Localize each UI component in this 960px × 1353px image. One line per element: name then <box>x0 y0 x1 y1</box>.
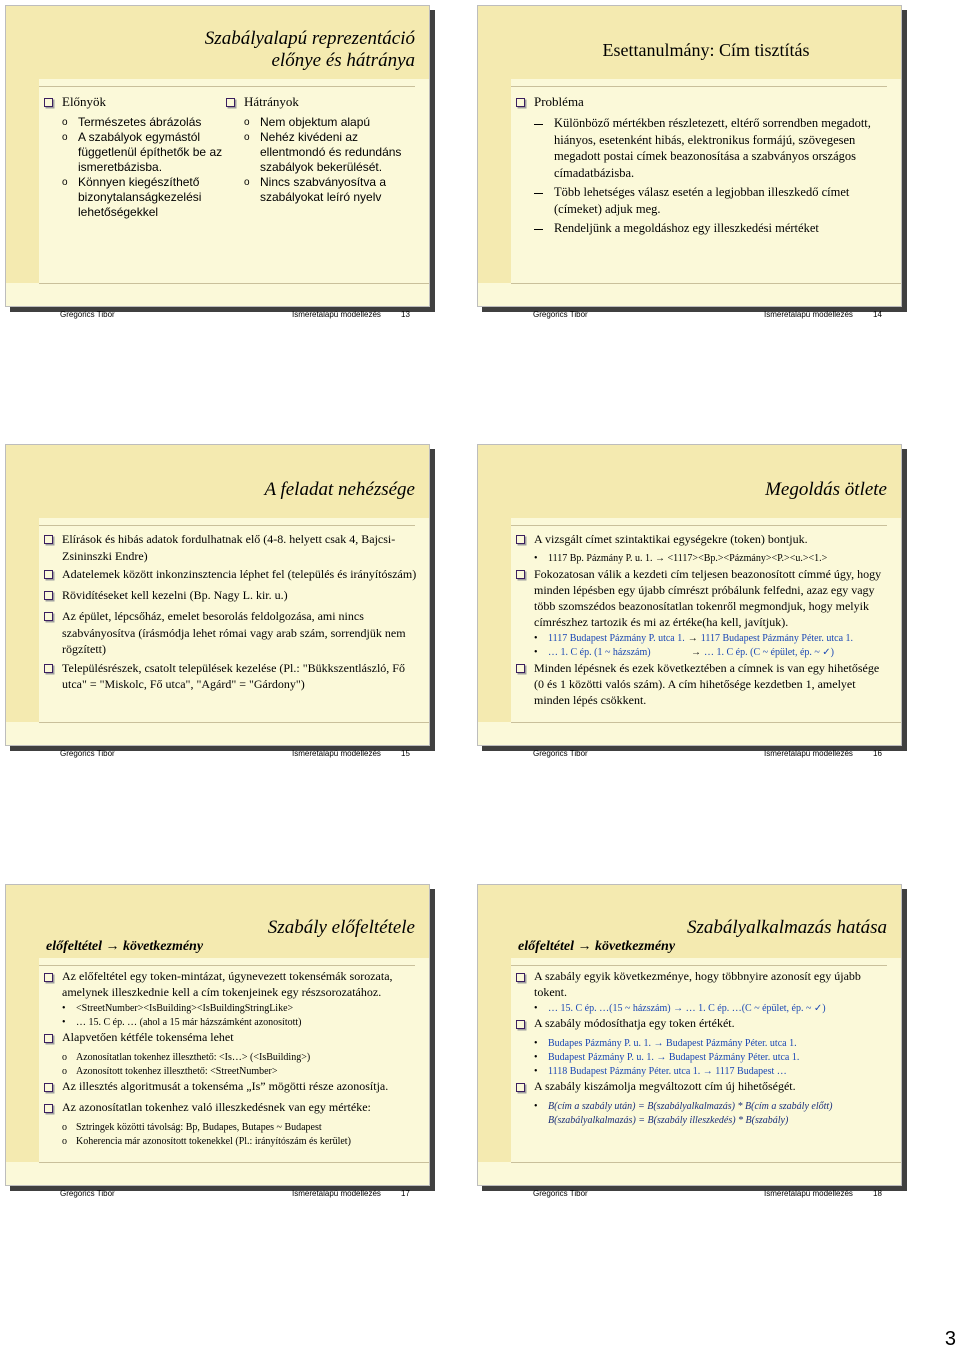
list-item: Településrészek, csatolt települések kezelése (Pl.: "Bükkszentlászló, Fő utca" = "Miskolc, Fő utca", "Agárd" = "Gárdony") <box>62 660 405 691</box>
list-item: Rövidítéseket kell kezelni (Bp. Nagy L. kir. u.) <box>62 588 288 602</box>
list-item: Az előfeltétel egy token-mintázat, úgynevezett tokensémák sorozata, amelynek illeszkednie kell a cím tokenjeinek egy részsorozatához. <box>62 969 393 999</box>
sub-item: Azonosított tokenhez illeszthető: <StreetNumber> <box>76 1066 278 1077</box>
list-item: Alapvetően kétféle tokenséma lehet <box>62 1030 234 1044</box>
list-item: Rendeljünk a megoldáshoz egy illeszkedési mértéket <box>554 221 819 235</box>
list-item: Az illesztés algoritmusát a tokenséma „Is” mögötti része azonosítja. <box>62 1079 389 1093</box>
footer-author: Gregorics Tibor <box>60 1189 115 1198</box>
footer-author: Gregorics Tibor <box>533 749 588 758</box>
sub-item: … 15. C ép. … (ahol a 15 már házszámként azonosított) <box>76 1017 302 1028</box>
footer-page: 14 <box>873 310 882 319</box>
footer-course: Ismeretalapú modellezés <box>764 749 853 758</box>
list-item: Az épület, lépcsőház, emelet besorolás feldolgozása, ami nincs szabványosítva (írásmódja lehet római vagy arab szám, sorrendjük nem rögzített) <box>62 609 406 656</box>
list-item: A szabály egyik következménye, hogy többnyire azonosít egy újabb tokent. <box>534 969 861 999</box>
footer-page: 13 <box>401 310 410 319</box>
sub-item: Budapest Pázmány P. u. 1. → Budapest Pázmány Péter. utca 1. <box>548 1052 800 1063</box>
slide-title: Szabályalapú reprezentáció előnye és hátránya <box>204 28 415 71</box>
list-item: Fokozatosan válik a kezdeti cím teljesen beazonosított címmé úgy, hogy minden lépésben egy újabb címrészt próbálunk felfedni, azaz egy vagy több szomszédos beazonosítatlan tokenről megmondjuk, hogy melyik címrészhez tartozik és mi az értéke(ha kell, javítjuk). <box>534 567 882 629</box>
list-item: Könnyen kiegészíthető bizonytalanságkezelési lehetőségekkel <box>78 175 202 219</box>
sub-item: Azonosítatlan tokenhez illeszthető: <Is…> (<IsBuilding>) <box>76 1052 311 1063</box>
footer-course: Ismeretalapú modellezés <box>764 1189 853 1198</box>
slide-title: Megoldás ötlete <box>765 479 887 500</box>
formula-line: B(szabályalkalmazás) = B(szabály illeszkedés) * B(szabály) <box>548 1115 789 1126</box>
slide-16: Megoldás ötlete A vizsgált címet szintaktikai egységekre (token) bontjuk. • 1117 Bp. Pázmány P. u. 1. → <1117><Bp.><Pázmány><P.><u.><1.> Fokozatosan válik a kezdeti cím teljesen beazonosított címmé úgy, hogy minden lépésben egy újabb címrészt próbálunk felfedni, azaz egy vagy több szomszédos beazonosítatlan tokenről megmondjuk, hogy melyik címrészhez tartozik és mi az értéke(ha kell, javítjuk). • 1117 Budapest Pázmány P. utca 1. → 1117 Budapest Pázmány Péter. utca 1. • … 1. C ép. (1 ~ házszám) → … 1. C ép. (C ~ épület, ép. ~ ✓) Minden lépésnek és ezek következtében a címnek is van egy hihetősége (0 és 1 közötti valós szám). A cím hihetősége kezdetben 1, amelyet minden lépés csökkent. <box>477 444 902 746</box>
list-item: A vizsgált címet szintaktikai egységekre (token) bontjuk. <box>534 532 808 546</box>
slide-title: Esettanulmány: Cím tisztítás <box>602 40 810 60</box>
footer-course: Ismeretalapú modellezés <box>292 310 381 319</box>
list-item: Adatelemek között inkonzinsztencia léphet fel (település és irányítószám) <box>62 567 417 581</box>
list-item: Különböző mértékben részletezett, eltérő sorrendben megadott, hiányos, esetenként hibás, elektronikus formájú, szövegesen megadott postai címek beazonosítása a szabványos országos címadatbázisba. <box>554 116 871 180</box>
list-item: Az azonosítatlan tokenhez való illeszkedésnek van egy mértéke: <box>62 1100 371 1114</box>
problem-heading: Probléma <box>534 94 584 109</box>
slide-14 <box>477 5 902 307</box>
slide-title: Szabályalkalmazás hatása <box>686 917 887 938</box>
sub-item: Koherencia már azonosított tokenekkel (Pl.: irányítószám és kerület) <box>76 1136 351 1147</box>
footer-course: Ismeretalapú modellezés <box>764 310 853 319</box>
example-after: 1117 Budapest Pázmány Péter. utca 1. <box>700 633 854 644</box>
example-before: 1117 Budapest Pázmány P. utca 1. <box>548 633 685 644</box>
footer-author: Gregorics Tibor <box>60 749 115 758</box>
list-item: Nehéz kivédeni az ellentmondó és redundáns szabályok bekerülését. <box>260 130 402 174</box>
list-item: Több lehetséges válasz esetén a legjobban illeszkedő címet (címeket) adjuk meg. <box>554 185 850 216</box>
precondition-consequence-label: előfeltétel → következmény <box>46 939 204 954</box>
footer-course: Ismeretalapú modellezés <box>292 749 381 758</box>
slide-17: Szabály előfeltétele előfeltétel → következmény Az előfeltétel egy token-mintázat, úgynevezett tokensémák sorozata, amelynek illeszkednie kell a cím tokenjeinek egy részsorozatához. • <StreetNumber><IsBuilding><IsBuildingStringLike> • … 15. C ép. … (ahol a 15 már házszámként azonosított) Alapvetően kétféle tokenséma lehet o Azonosítatlan tokenhez illeszthető: <Is…> (<IsBuilding>) o Azonosított tokenhez illeszthető: <StreetNumber> Az illesztés algoritmusát a tokenséma „Is” mögötti része azonosítja. Az azonosítatlan tokenhez való illeszkedésnek van egy mértéke: o Sztringek közötti távolság: Bp, Budapes, Butapes ~ Budapest o Koherencia már azonosított tokenekkel (Pl.: irányítószám és kerület) <box>5 884 430 1186</box>
sub-item: Sztringek közötti távolság: Bp, Budapes, Butapes ~ Budapest <box>76 1122 322 1133</box>
slide-18: Szabályalkalmazás hatása előfeltétel → következmény A szabály egyik következménye, hogy többnyire azonosít egy újabb tokent. • … 15. C ép. …(15 ~ házszám) → … 1. C ép. …(C ~ épület, ép. ~ ✓) A szabály módosíthatja egy token értékét. • Budapes Pázmány P. u. 1. → Budapest Pázmány Péter. utca 1. • Budapest Pázmány P. u. 1. → Budapest Pázmány Péter. utca 1. • 1118 Budapest Pázmány Péter. utca 1. → 1117 Budapest … A szabály kiszámolja megváltozott cím új hihetőségét. • B(cím a szabály után) = B(szabályalkalmazás) * B(cím a szabály előtt) B(szabályalkalmazás) = B(szabály illeszkedés) * B(szabály) <box>477 884 902 1186</box>
list-item: A szabály kiszámolja megváltozott cím új hihetőségét. <box>534 1079 796 1093</box>
slide-title: A feladat nehézsége <box>264 479 415 500</box>
slide-13: Szabályalapú reprezentáció előnye és hátránya Előnyök o Természetes ábrázolás o A szabályok egymástól függetlenül építhetők be az ismeretbázisba. o Könnyen kiegészíthető bizonytalanságkezelési lehetőségekkel Hátrányok o Nem objektum alapú o Nehéz kivédeni az ellentmondó és redundáns szabályok bekerülését. o Nincs szabványosítva a szabályokat leíró nyelv <box>5 5 430 307</box>
formula-line: B(cím a szabály után) = B(szabályalkalmazás) * B(cím a szabály előtt) <box>548 1101 833 1112</box>
slide-title: Szabály előfeltétele <box>267 917 415 938</box>
disadvantages-heading: Hátrányok <box>244 94 299 109</box>
advantages-heading: Előnyök <box>62 94 107 109</box>
list-item: Minden lépésnek és ezek következtében a címnek is van egy hihetősége (0 és 1 közötti valós szám). A cím hihetősége kezdetben 1, amelyet minden lépés csökkent. <box>534 661 880 707</box>
page-number: 3 <box>944 1328 956 1350</box>
footer-page: 15 <box>401 749 410 758</box>
list-item: Nem objektum alapú <box>260 115 371 129</box>
example-before: … 1. C ép. (1 ~ házszám) <box>548 647 651 658</box>
footer-page: 18 <box>873 1189 882 1198</box>
footer-author: Gregorics Tibor <box>533 310 588 319</box>
footer-author: Gregorics Tibor <box>60 310 115 319</box>
footer-author: Gregorics Tibor <box>533 1189 588 1198</box>
list-item: Elírások és hibás adatok fordulhatnak elő (4-8. helyett csak 4, Bajcsi-Zsininszki Endre) <box>62 532 396 563</box>
sub-item: Budapes Pázmány P. u. 1. → Budapest Pázmány Péter. utca 1. <box>548 1038 797 1049</box>
precondition-consequence-label: előfeltétel → következmény <box>518 939 676 954</box>
sub-item: <StreetNumber><IsBuilding><IsBuildingStringLike> <box>76 1003 294 1014</box>
list-item: A szabály módosíthatja egy token értékét. <box>534 1016 735 1030</box>
sub-item: … 15. C ép. …(15 ~ házszám) → … 1. C ép. …(C ~ épület, ép. ~ ✓) <box>548 1003 826 1014</box>
sub-item: 1118 Budapest Pázmány Péter. utca 1. → 1117 Budapest … <box>548 1066 787 1077</box>
token-example: 1117 Bp. Pázmány P. u. 1. → <1117><Bp.><Pázmány><P.><u.><1.> <box>548 553 828 564</box>
slide-15 <box>5 444 430 746</box>
list-item: A szabályok egymástól függetlenül építhetők be az ismeretbázisba. <box>78 130 223 174</box>
example-after: … 1. C ép. (C ~ épület, ép. ~ ✓) <box>704 647 835 658</box>
list-item: Nincs szabványosítva a szabályokat leíró nyelv <box>260 175 387 204</box>
footer-course: Ismeretalapú modellezés <box>292 1189 381 1198</box>
footer-page: 16 <box>873 749 882 758</box>
footer-page: 17 <box>401 1189 410 1198</box>
list-item: Természetes ábrázolás <box>78 115 202 129</box>
